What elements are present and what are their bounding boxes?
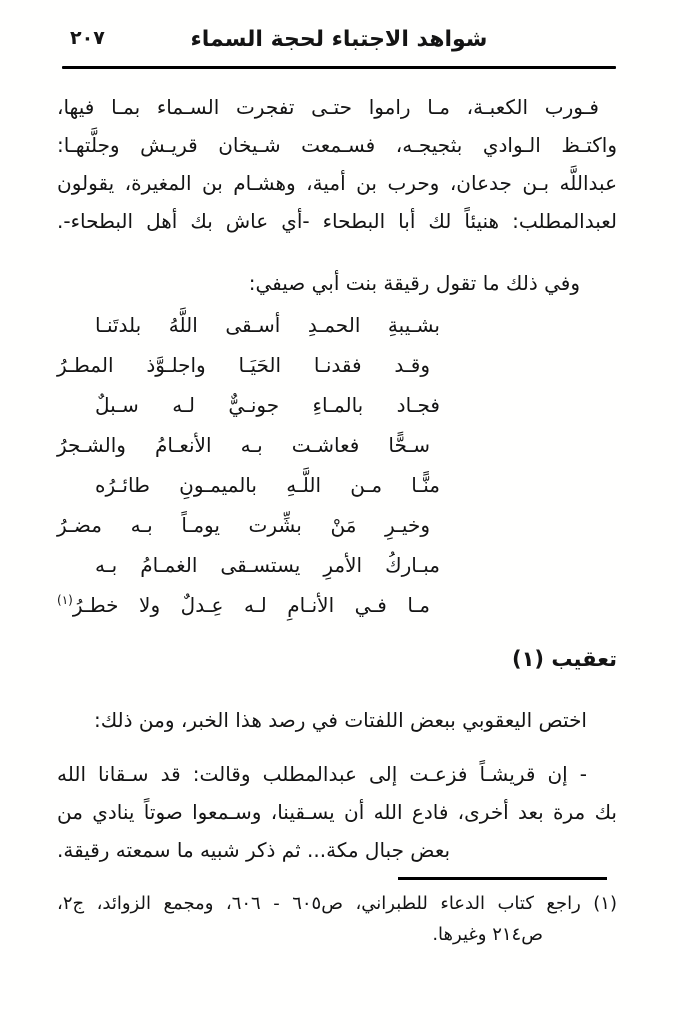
- page-body: [57, 86, 617, 950]
- poem-hemistich: وقـد فقدنـا الحَيَـا واجلـوَّذ المطـرُ: [57, 353, 430, 377]
- poem-intro-line: وفي ذلك ما تقول رقيقة بنت أبي صيفي:: [248, 271, 580, 295]
- poem-hemistich: منًّـا مـن اللَّـهِ بالميمـونِ طائـرُه: [95, 473, 440, 497]
- body-line: بك مرة بعد أخرى، فادع الله أن يسـقينا، وسـمعوا صوتاً ينادي من: [57, 800, 617, 824]
- body-line: فـورب الكعبـة، مـا راموا حتـى تفجرت السـماء بمـا فيها،: [57, 95, 599, 119]
- section-heading: تعقيب (١): [511, 647, 617, 671]
- footnote-block: [57, 888, 617, 950]
- body-line: واكتـظ الـوادي بثجيجـه، فسـمعت شـيخان قريـش وجلَّتهـا:: [57, 133, 617, 157]
- poem-hemistich: مبـاركُ الأمرِ يستسـقى الغمـامُ بـه: [95, 553, 440, 577]
- running-title: شواهد الاجتباء لحجة السماء: [190, 27, 488, 52]
- body-line: - إن قريشـاً فزعـت إلى عبدالمطلب وقالت: قد سـقانا الله: [57, 762, 587, 786]
- footnote-line: ص٢١٤ وغيرها.: [432, 924, 543, 945]
- paragraph-3: [57, 753, 617, 869]
- body-line: لعبدالمطلب: هنيئاً لك أبا البطحاء -أي عاش بك أهل البطحاء-.: [57, 209, 617, 233]
- poem-hemistich-text: مـا فـي الأنـامِ لـه عِـدلٌ ولا خطـرُ: [72, 593, 430, 617]
- page-number: ٢٠٧: [70, 27, 105, 49]
- footnote-marker: (١): [57, 593, 73, 607]
- footnote-line: (١) راجع كتاب الدعاء للطبراني، ص٦٠٥ - ٦٠٦، ومجمع الزوائد، ج٢،: [57, 893, 617, 914]
- header-rule: [62, 66, 616, 69]
- poem-block: [57, 305, 617, 628]
- body-line: بعض جبال مكة... ثم ذكر شبيه ما سمعته رقيقة.: [57, 838, 451, 862]
- poem-hemistich: سـحًّا فعاشـت بـه الأنعـامُ والشـجرُ: [57, 433, 430, 457]
- body-line: عبداللَّه بـن جدعان، وحرب بن أمية، وهشـام بن المغيرة، يقولون: [57, 171, 617, 195]
- paragraph-1: [57, 86, 617, 240]
- poem-hemistich: بشـيبةِ الحمـدِ أسـقى اللَّهُ بلدتَنـا: [95, 313, 440, 337]
- footnote-separator: [398, 877, 607, 880]
- poem-hemistich: فجـاد بالمـاءِ جونـيٌّ لـه سـبلٌ: [95, 393, 440, 417]
- poem-hemistich: [57, 585, 430, 628]
- paragraph-2: [57, 699, 617, 739]
- poem-hemistich: وخيـرِ مَنْ بشِّرت يومـاً بـه مضـرُ: [57, 513, 430, 537]
- body-line: اختص اليعقوبي ببعض اللفتات في رصد هذا الخبر، ومن ذلك:: [93, 708, 587, 732]
- page-header: [0, 24, 678, 58]
